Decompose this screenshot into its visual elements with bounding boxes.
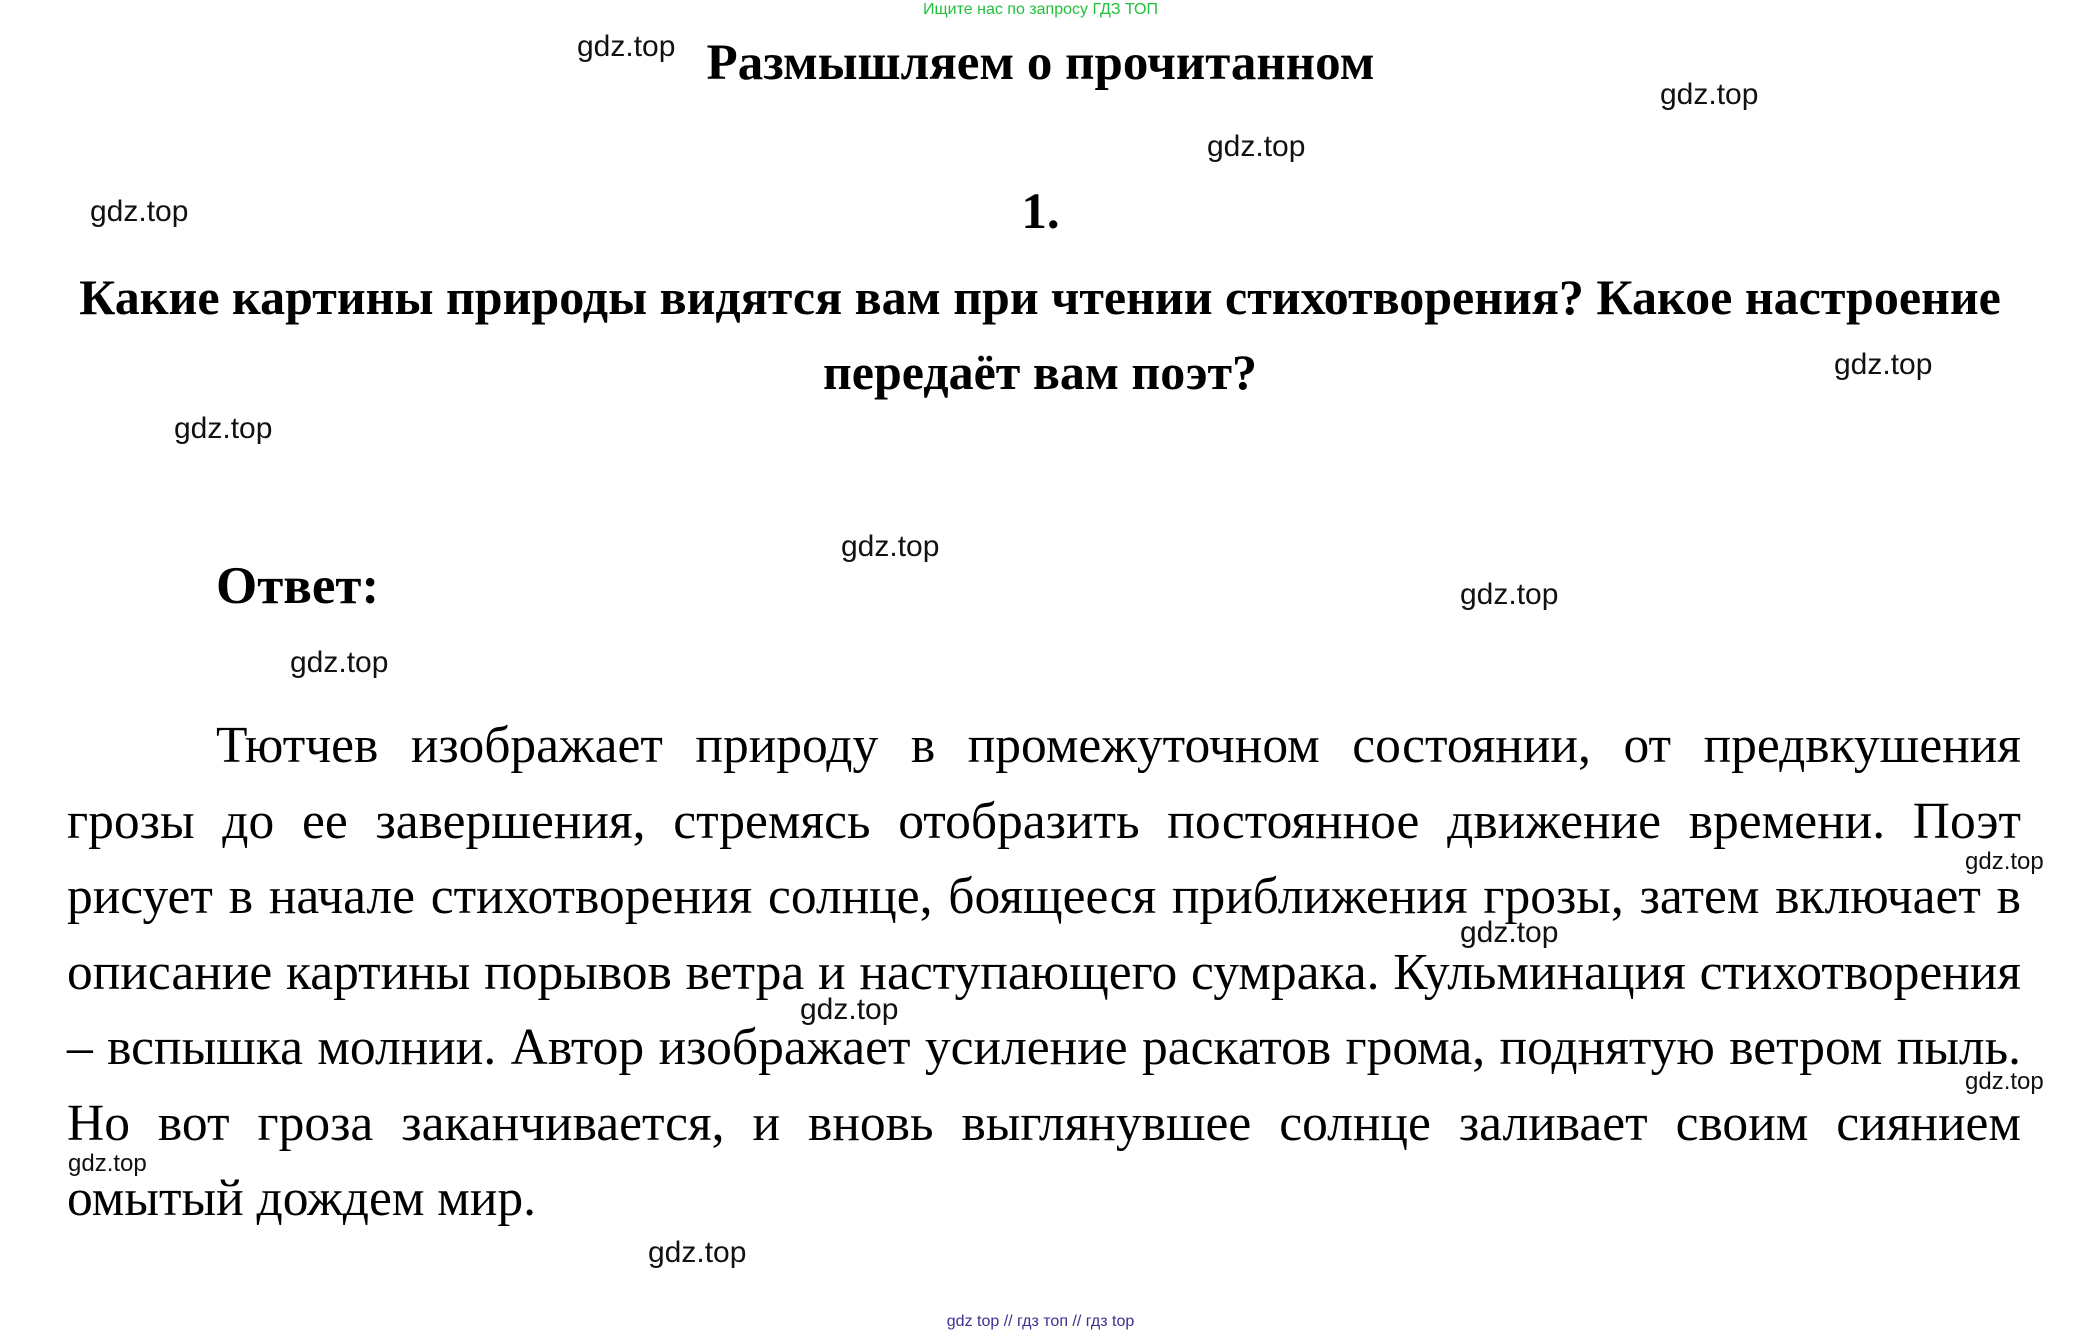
watermark: gdz.top bbox=[1965, 848, 2044, 875]
watermark: gdz.top bbox=[290, 646, 389, 679]
watermark: gdz.top bbox=[1660, 78, 1759, 111]
page-title: Размышляем о прочитанном bbox=[706, 35, 1375, 91]
watermark: gdz.top bbox=[1207, 130, 1306, 163]
watermark: gdz.top bbox=[1460, 578, 1559, 611]
watermark: gdz.top bbox=[68, 1150, 147, 1177]
watermark: gdz.top bbox=[1965, 1068, 2044, 1095]
watermark: gdz.top bbox=[577, 30, 676, 63]
footer: gdz top // гдз топ // гдз top bbox=[946, 1313, 1135, 1330]
watermark: gdz.top bbox=[1460, 916, 1559, 949]
question-number: 1. bbox=[1021, 184, 1060, 240]
top-banner: Ищите нас по запросу ГДЗ ТОП bbox=[923, 1, 1158, 18]
watermark: gdz.top bbox=[648, 1236, 747, 1269]
watermark: gdz.top bbox=[841, 530, 940, 563]
watermark: gdz.top bbox=[1834, 348, 1933, 381]
question-text: Какие картины природы видятся вам при чтении стихотворения? Какое настроение передаёт вам поэт? bbox=[79, 269, 2001, 400]
answer-label: Ответ: bbox=[216, 557, 380, 615]
answer-text: Тютчев изображает природу в промежуточном состоянии, от предвкушения грозы до ее завершения, стремясь отобразить постоянное движение времени. Поэт рисует в начале стихотворения солнце, боящееся приближения грозы, затем включает в описание картины порывов ветра и наступающего сумрака. Кульминация стихотворения – вспышка молнии. Автор изображает усиление раскатов грома, поднятую ветром пыль. Но вот гроза заканчивается, и вновь выглянувшее солнце заливает своим сиянием омытый дождем мир. bbox=[67, 717, 2021, 1227]
watermark: gdz.top bbox=[90, 195, 189, 228]
watermark: gdz.top bbox=[800, 993, 899, 1026]
watermark: gdz.top bbox=[174, 412, 273, 445]
